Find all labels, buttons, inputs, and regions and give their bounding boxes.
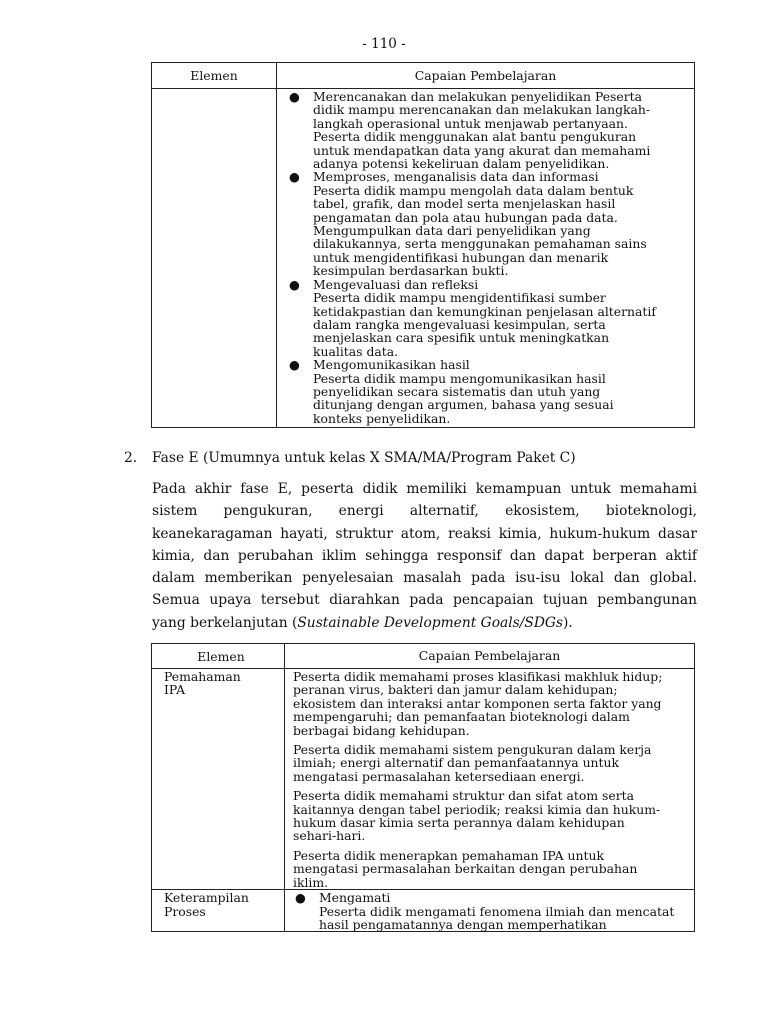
- table1-header-elemen: Elemen: [152, 63, 277, 89]
- table2-bullet-1: ● Mengamati Peserta didik mengamati fenomena ilmiah dan mencatat hasil pengamatannya dengan memperhatikan: [295, 890, 675, 932]
- table1-bullet-3: ● Mengevaluasi dan refleksi Peserta didik mampu mengidentifikasi sumber ketidakpastian dan kemungkinan penjelasan alternatif dalam rangka mengevaluasi kesimpulan, serta menjelaskan cara spesifik untuk meningkatkan kualitas data.: [289, 276, 656, 359]
- table2-capaian-keterampilan: [285, 890, 695, 932]
- table1-header-capaian: Capaian Pembelajaran: [277, 63, 695, 89]
- section-paragraph: Pada akhir fase E, peserta didik memiliki kemampuan untuk memahami sistem pengukuran, energi alternatif, ekosistem, bioteknologi, keanekaragaman hayati, struktur atom, reaksi kimia, hukum-hukum dasar kimia, dan perubahan iklim sehingga responsif dan dapat berperan aktif dalam memberikan penyelesaian masalah pada isu-isu lokal dan global. Semua upaya tersebut diarahkan pada pencapaian tujuan pembangunan yang berkelanjutan (Sustainable Development Goals/SDGs).: [152, 481, 697, 631]
- section-heading: [124, 450, 576, 466]
- table-row: [152, 890, 695, 932]
- table-fase-d-continued: [151, 62, 695, 428]
- table-row: [152, 669, 695, 890]
- table2-element-pemahaman: Pemahaman IPA: [152, 669, 285, 890]
- bullet-icon: ●: [289, 169, 300, 185]
- table2-header-elemen: Elemen: [152, 644, 285, 669]
- paragraph: Peserta didik memahami struktur dan sifat atom serta kaitannya dengan tabel periodik; reaksi kimia dan hukum- hukum dasar kimia serta perannya dalam kehidupan sehari-hari.: [293, 788, 661, 844]
- bullet-icon: ●: [289, 89, 300, 104]
- table2-element-keterampilan: Keterampilan Proses: [152, 890, 285, 932]
- table1-bullet-1: ● Merencanakan dan melakukan penyelidikan Peserta didik mampu merencanakan dan melakukan langkah- langkah operasional untuk menjawab pertanyaan. Peserta didik menggunakan alat bantu pengukuran untuk mendapatkan data yang akurat dan memahami adanya potensi kekeliruan dalam penyelidikan.: [289, 89, 651, 172]
- table2-capaian-pemahaman: [285, 669, 695, 890]
- paragraph: Peserta didik memahami proses klasifikasi makhluk hidup; peranan virus, bakteri dan jamur dalam kehidupan; ekosistem dan interaksi antar komponen serta faktor yang mempengaruhi; dan pemanfaatan bioteknologi dalam berbagai bidang kehidupan.: [293, 669, 663, 738]
- table1-capaian-cell: [277, 89, 695, 428]
- bullet-icon: ●: [289, 276, 300, 292]
- table1-bullet-2: ● Memproses, menganalisis data dan informasi Peserta didik mampu mengolah data dalam bentuk tabel, grafik, dan model serta menjelaskan hasil pengamatan dan pola atau hubungan pada data. Mengumpulkan data dari penyelidikan yang dilakukannya, serta menggunakan pemahaman sains untuk mengidentifikasi hubungan dan menarik kesimpulan berdasarkan bukti.: [289, 169, 647, 279]
- table2-header-capaian: Capaian Pembelajaran: [285, 644, 695, 669]
- section-number: 2.: [124, 450, 138, 466]
- section-title: Fase E (Umumnya untuk kelas X SMA/MA/Program Paket C): [152, 450, 576, 466]
- table1-element-cell: [152, 89, 277, 428]
- bullet-icon: ●: [295, 890, 306, 906]
- table-fase-e: [151, 643, 695, 932]
- paragraph: Peserta didik memahami sistem pengukuran dalam kerja ilmiah; energi alternatif dan pemanfaatannya untuk mengatasi permasalahan ketersediaan energi.: [293, 742, 652, 784]
- table1-bullet-4: ● Mengomunikasikan hasil Peserta didik mampu mengomunikasikan hasil penyelidikan secara sistematis dan utuh yang ditunjang dengan argumen, bahasa yang sesuai konteks penyelidikan.: [289, 357, 614, 426]
- paragraph: Peserta didik menerapkan pemahaman IPA untuk mengatasi permasalahan berkaitan dengan perubahan iklim.: [293, 847, 638, 890]
- bullet-icon: ●: [289, 357, 300, 373]
- page-number: - 110 -: [362, 36, 406, 52]
